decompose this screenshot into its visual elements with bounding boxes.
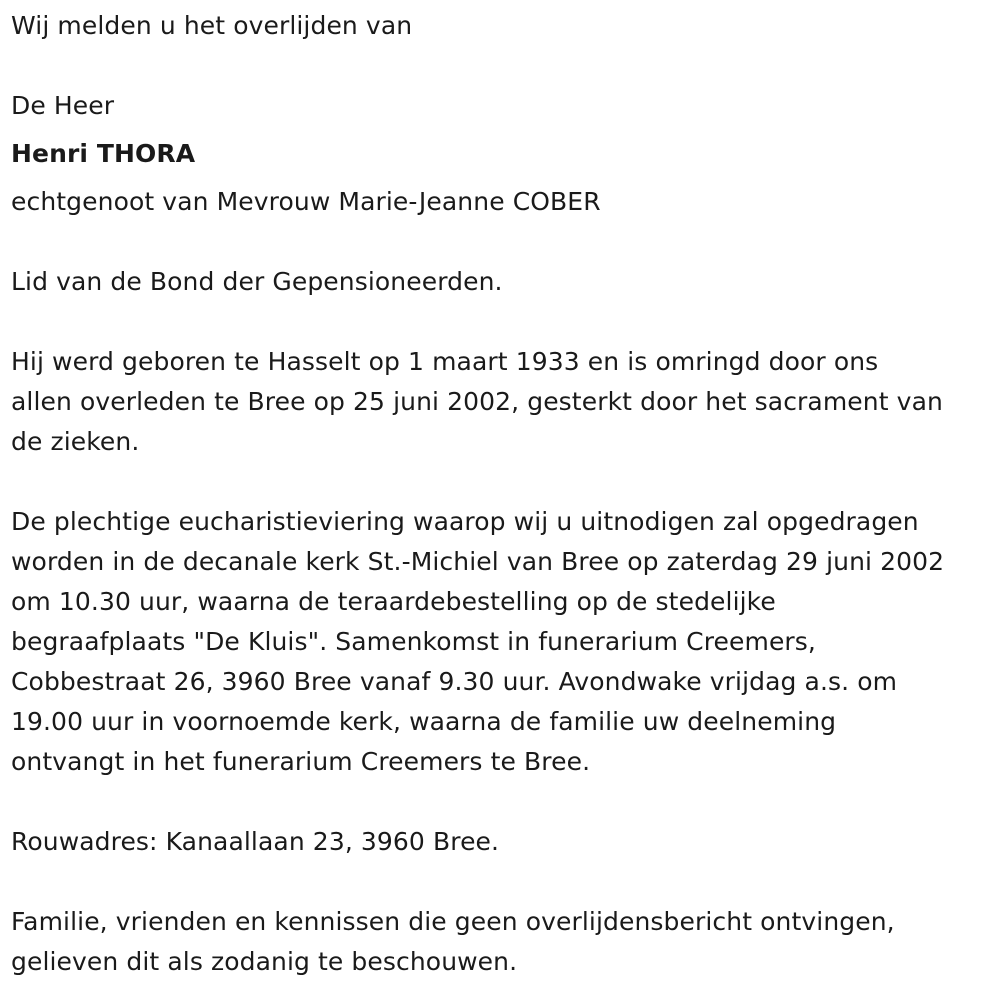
paragraph-line: begraafplaats "De Kluis". Samenkomst in funerarium Creemers,	[11, 627, 816, 656]
paragraph-line: ontvangt in het funerarium Creemers te Bree.	[11, 747, 591, 776]
deceased-title: De Heer	[11, 91, 115, 120]
spacer	[11, 46, 1000, 86]
spacer	[11, 462, 1000, 502]
spacer	[11, 782, 1000, 822]
ceremony-paragraph	[11, 502, 1000, 782]
paragraph-line: de zieken.	[11, 427, 140, 456]
spacer	[11, 862, 1000, 902]
paragraph-line: allen overleden te Bree op 25 juni 2002, gesterkt door het sacrament van	[11, 387, 943, 416]
closing-paragraph	[11, 902, 1000, 982]
paragraph-line: De plechtige eucharistieviering waarop wij u uitnodigen zal opgedragen	[11, 507, 919, 536]
spouse-text: echtgenoot van Mevrouw Marie-Jeanne COBER	[11, 187, 601, 216]
paragraph-line: om 10.30 uur, waarna de teraardebestelling op de stedelijke	[11, 587, 776, 616]
paragraph-line: Hij werd geboren te Hasselt op 1 maart 1933 en is omringd door ons	[11, 347, 879, 376]
paragraph-line: Cobbestraat 26, 3960 Bree vanaf 9.30 uur. Avondwake vrijdag a.s. om	[11, 667, 898, 696]
paragraph-line: worden in de decanale kerk St.-Michiel van Bree op zaterdag 29 juni 2002	[11, 547, 945, 576]
spacer	[11, 302, 1000, 342]
paragraph-line: gelieven dit als zodanig te beschouwen.	[11, 947, 518, 976]
membership-text: Lid van de Bond der Gepensioneerden.	[11, 267, 503, 296]
spacer	[11, 126, 1000, 134]
paragraph-line: Familie, vrienden en kennissen die geen overlijdensbericht ontvingen,	[11, 907, 895, 936]
paragraph-line: 19.00 uur in voornoemde kerk, waarna de familie uw deelneming	[11, 707, 837, 736]
deceased-name: Henri THORA	[11, 139, 196, 168]
intro-text: Wij melden u het overlijden van	[11, 11, 413, 40]
spacer	[11, 174, 1000, 182]
mourning-address: Rouwadres: Kanaallaan 23, 3960 Bree.	[11, 827, 500, 856]
birth-death-paragraph	[11, 342, 1000, 462]
spacer	[11, 222, 1000, 262]
